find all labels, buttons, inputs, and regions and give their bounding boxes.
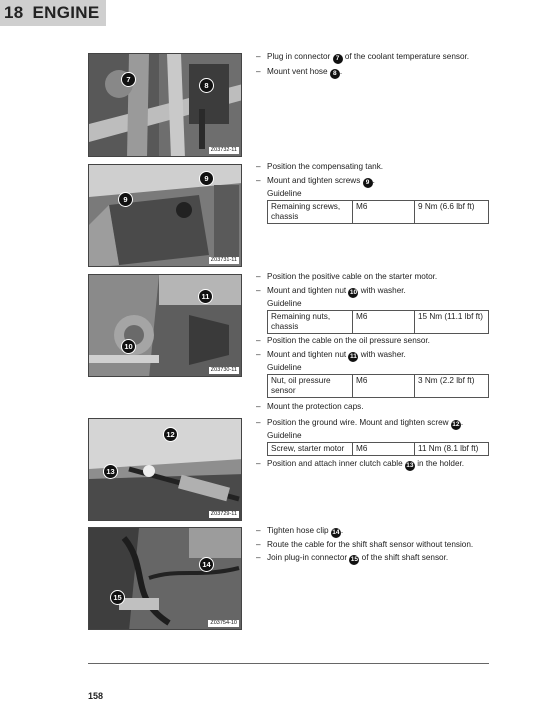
step-callout: 10: [349, 289, 358, 296]
step-4: – Mount and tighten screws 9 .: [256, 176, 375, 186]
guideline-label: Guideline: [267, 189, 302, 198]
callout-11: 11: [198, 289, 213, 304]
callout-12: 12: [163, 427, 178, 442]
chapter-header: [0, 0, 106, 26]
step-7: – Position the cable on the oil pressure sensor.: [256, 336, 430, 345]
step-callout: 7: [333, 54, 343, 64]
step-1: – Plug in connector 7 of the coolant temperature sensor.: [256, 52, 470, 62]
photo-tag: Z03754-10: [210, 619, 237, 626]
callout-8: 8: [199, 78, 214, 93]
step-13: – Route the cable for the shift shaft sensor without tension.: [256, 540, 474, 549]
photo-compensating-tank: [88, 164, 242, 267]
step-11: – Position and attach inner clutch cable 13 in the holder.: [256, 459, 465, 469]
photo-tag: Z03732-11: [210, 146, 237, 153]
step-14: – Join plug-in connector 15 of the shift shaft sensor.: [256, 553, 449, 563]
step-callout: 8: [330, 69, 340, 79]
torque-table: Remaining screws, chassis M6 9 Nm (6.6 lbf ft): [267, 200, 489, 224]
torque-table: Screw, starter motor M6 11 Nm (8.1 lbf ft): [267, 442, 489, 456]
step-8: – Mount and tighten nut 11 with washer.: [256, 350, 406, 360]
step-callout: 13: [406, 462, 414, 469]
guideline-label: Guideline: [267, 363, 302, 372]
callout-9b: 9: [118, 192, 133, 207]
page-number: 158: [88, 691, 104, 701]
callout-7: 7: [121, 72, 136, 87]
guideline-label: Guideline: [267, 299, 302, 308]
chapter-number: 18: [4, 3, 24, 22]
callout-15: 15: [110, 590, 125, 605]
footer-divider: [88, 663, 489, 664]
callout-14: 14: [199, 557, 214, 572]
callout-10: 10: [121, 339, 136, 354]
step-callout: 11: [350, 353, 357, 360]
photo-tag: Z03730-11: [210, 366, 237, 373]
torque-table: Nut, oil pressure sensor M6 3 Nm (2.2 lbf ft): [267, 374, 489, 398]
step-callout: 15: [350, 556, 358, 563]
guideline-label: Guideline: [267, 431, 302, 440]
step-5: – Position the positive cable on the starter motor.: [256, 272, 438, 281]
step-callout: 12: [452, 421, 460, 428]
photo-ground-wire: [88, 418, 242, 521]
step-callout: 14: [332, 529, 340, 536]
photo-shift-shaft-sensor: [88, 527, 242, 630]
callout-9a: 9: [199, 171, 214, 186]
torque-table: Remaining nuts, chassis M6 15 Nm (11.1 lbf ft): [267, 310, 489, 334]
step-10: – Position the ground wire. Mount and tighten screw 12.: [256, 418, 464, 428]
step-callout: 9: [363, 178, 373, 188]
photo-tag: Z03731-11: [210, 256, 237, 263]
photo-coolant-sensor: [88, 53, 242, 157]
step-3: – Position the compensating tank.: [256, 162, 384, 171]
photo-tag: Z03729-11: [210, 510, 237, 517]
step-2: – Mount vent hose 8 .: [256, 67, 343, 77]
chapter-title: ENGINE: [32, 3, 100, 22]
step-6: – Mount and tighten nut 10 with washer.: [256, 286, 406, 296]
photo-starter-motor: [88, 274, 242, 377]
step-9: – Mount the protection caps.: [256, 402, 364, 411]
step-12: – Tighten hose clip 14.: [256, 526, 344, 536]
callout-13: 13: [103, 464, 118, 479]
